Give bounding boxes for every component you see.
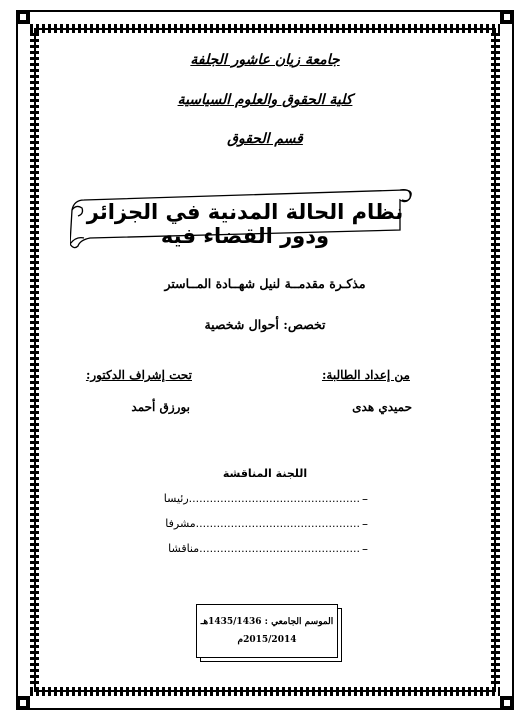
committee-member-president: .................................................رئيسا xyxy=(163,492,360,505)
supervisor-name: بورزق أحمد xyxy=(131,400,190,414)
corner-ornament xyxy=(500,696,514,710)
corner-ornament xyxy=(16,10,30,24)
committee-member-supervisor: ...............................................مشرفا xyxy=(165,517,360,530)
committee-dash: – xyxy=(362,517,368,531)
academic-season-hijri: الموسم الجامعي : 1435/1436هـ xyxy=(200,617,334,627)
corner-ornament xyxy=(500,10,514,24)
department-name: قسم الحقوق xyxy=(227,131,303,147)
committee-dash: – xyxy=(362,542,368,556)
committee-member-examiner: ..............................................مناقشا xyxy=(168,542,360,555)
university-name: جامعة زيان عاشور الجلفة xyxy=(190,52,340,68)
supervisor-label: تحت إشراف الدكتور: xyxy=(85,368,192,382)
page-frame-inner xyxy=(34,28,496,692)
student-name: حميدي هدى xyxy=(352,400,412,414)
committee-title: اللجنة المناقشة xyxy=(222,467,308,480)
memo-subtitle: مذكـرة مقدمــة لنيل شهــادة المــاستر xyxy=(164,276,366,291)
corner-ornament xyxy=(16,696,30,710)
season-box xyxy=(196,604,338,658)
student-label: من إعداد الطالبة: xyxy=(321,368,410,382)
thesis-title: نظام الحالة المدنية في الجزائر ودور القضاء فيه xyxy=(86,200,404,248)
faculty-name: كلية الحقوق والعلوم السياسية xyxy=(177,92,353,108)
academic-season-gregorian: 2015/2014م xyxy=(237,635,297,645)
committee-dash: – xyxy=(362,492,368,506)
specialty: تخصص: أحوال شخصية xyxy=(204,317,326,332)
